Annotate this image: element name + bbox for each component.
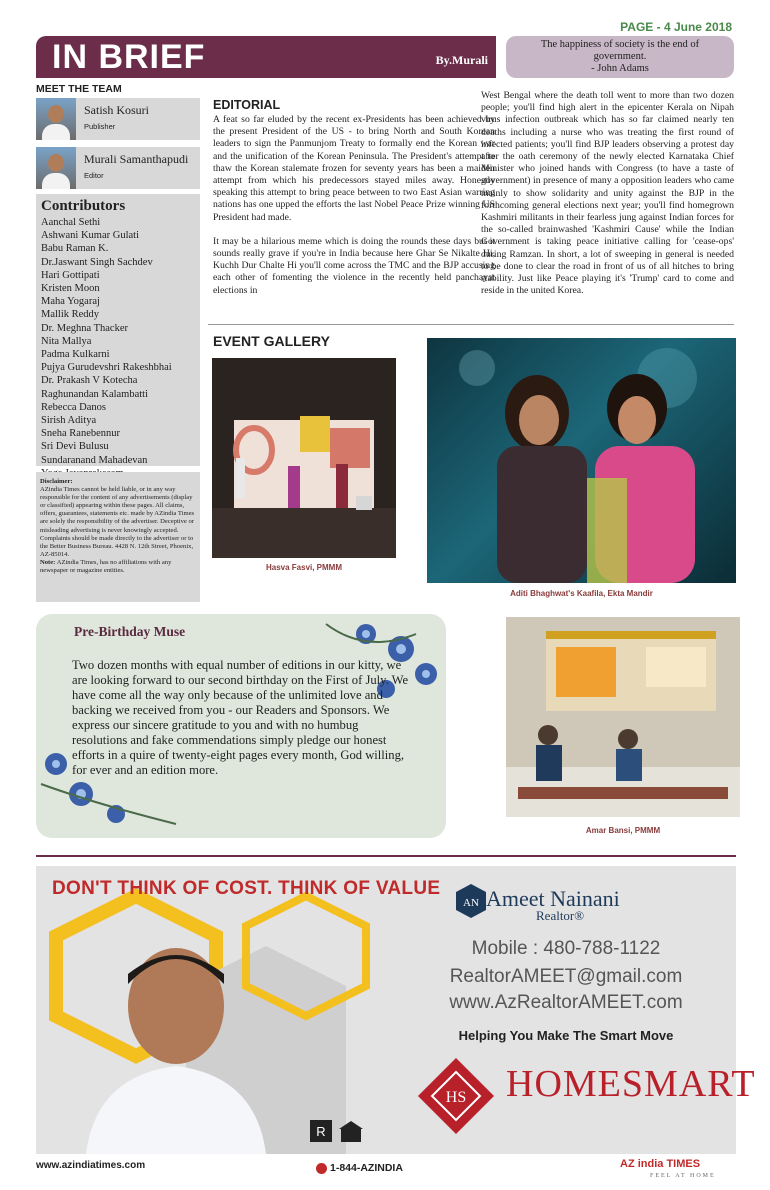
realtor-mobile[interactable]: Mobile : 480-788-1122 xyxy=(471,938,661,959)
svg-text:HS: HS xyxy=(445,1089,467,1106)
footer-logo-tagline: FEEL AT HOME xyxy=(650,1173,716,1179)
member-role: Editor xyxy=(84,171,104,180)
ad-headline: DON'T THINK OF COST. THINK OF VALUE xyxy=(52,878,441,899)
dancers-illustration xyxy=(427,338,736,583)
phone-icon xyxy=(316,1163,327,1174)
member-name: Satish Kosuri xyxy=(84,103,150,117)
contributor-name: Sundaranand Mahadevan xyxy=(41,454,148,466)
muse-title: Pre-Birthday Muse xyxy=(74,624,186,639)
divider xyxy=(208,324,734,325)
team-heading: MEET THE TEAM xyxy=(36,83,122,95)
disclaimer-title: Disclaimer: xyxy=(40,478,73,485)
disclaimer-body: AZindia Times cannot be held liable, or in any way responsible for the content of any advertisements (display or classified) appearing within these pages. All claims, offers, guarantees, statements etc. made by AZindia Times are solely the responsibility of the advertiser. Deceptive or misleading advertising is never knowingly accepted. Complaints should be made directly to the advertiser or to the Better Business Bureau. 4428 N. 12th Street, Phoenix, AZ-85014. xyxy=(40,486,195,558)
brand-home: HOME xyxy=(506,1063,622,1105)
realtor-logo-icon xyxy=(456,884,486,918)
section-title: IN BRIEF xyxy=(52,38,206,76)
realtor-name: Ameet Nainani xyxy=(486,886,620,911)
contributor-name: Kristen Moon xyxy=(41,283,100,295)
contributor-name: Ashwani Kumar Gulati xyxy=(41,230,139,242)
editorial-paragraph: A feat so far eluded by the recent ex-Presidents has been achieved by the present President of the US - to bring North and South Korean leaders to sign the Panmunjom Treaty to formally end the Korean war and the unification of the Korean Peninsula. The President's attempt to thaw the Korean stalemate frozen for seventy years has been a maiden attempt from which his predecessors stayed miles away. Honestly speaking this attempt to bring peace between to two East Asian warring nations has one upped the efforts the last Nobel Peace Prize winning US President had made. xyxy=(213,114,495,223)
contributor-name: Maha Yogaraj xyxy=(41,296,100,308)
photo-caption: Aditi Bhaghwat's Kaafila, Ekta Mandir xyxy=(510,589,653,598)
contributor-name: Raghunandan Kalambatti xyxy=(41,388,149,400)
contributor-name: Dr.Jaswant Singh Sachdev xyxy=(41,256,153,268)
svg-text:R: R xyxy=(316,1124,326,1139)
disclaimer-note-label: Note: xyxy=(40,558,56,566)
contributors-list xyxy=(41,216,195,480)
contributors-box xyxy=(36,194,200,466)
brand-smart: SMART xyxy=(621,1063,756,1105)
homesmart-logo-icon xyxy=(416,1056,496,1136)
contributor-name: Dr. Prakash V Kotecha xyxy=(41,375,138,387)
team-member xyxy=(36,147,200,189)
footer-logo: AZ india TIMES xyxy=(620,1158,701,1170)
muse-box xyxy=(36,614,446,838)
editorial-column-1 xyxy=(213,114,495,297)
editorial-column-2 xyxy=(481,90,734,297)
photo-caption: Hasva Fasvi, PMMM xyxy=(265,563,343,572)
editorial-paragraph: It may be a hilarious meme which is doing the rounds these days but it sounds really grave if you're in India because here Ghar Se Nikalte Hi, Kuchh Dur Chalte Hi you'll come across the TMC and the BJP accusing each other of fomenting the violence in the recently held panchayat elections in xyxy=(213,235,495,296)
concert-illustration xyxy=(506,617,740,817)
realtor-title: Realtor® xyxy=(536,908,585,923)
realtor-advertisement[interactable] xyxy=(36,866,756,1154)
quote-author: - John Adams xyxy=(591,63,649,74)
divider xyxy=(36,855,736,857)
event-photo-hasva-fasvi xyxy=(212,358,396,558)
quote-line-1: The happiness of society is the end of xyxy=(540,39,700,50)
byline: By.Murali xyxy=(435,53,488,67)
contributor-name: Mallik Reddy xyxy=(41,309,100,321)
disclaimer-box xyxy=(36,472,200,602)
disclaimer-note: AZindia Times, has no affiliations with any newspaper or magazine entities. xyxy=(40,558,172,575)
team-member xyxy=(36,98,200,140)
contributor-name: Babu Raman K. xyxy=(41,243,109,255)
realtor-equal-housing-icon xyxy=(308,1118,366,1144)
page-number: PAGE - 4 June 2018 xyxy=(620,20,732,34)
editorial-heading: EDITORIAL xyxy=(213,98,281,112)
stage-illustration xyxy=(212,358,396,558)
muse-body: Two dozen months with equal number of editions in our kitty, we are looking forward to our second birthday on the First of July. We have come all the way only because of the unlimited love and backing we received from you - our Readers and Sponsors. We express our sincere gratitude to you and with no humbug resolutions and fake commendations simply pledge our honest efforts in a quire of twenty-eight pages every month, God willing, for ever and an edition more. xyxy=(72,658,409,777)
member-role: Publisher xyxy=(84,122,116,131)
event-photo-kaafila xyxy=(427,338,736,583)
realtor-photo xyxy=(76,936,276,1154)
section-banner xyxy=(36,36,496,78)
photo-caption: Amar Bansi, PMMM xyxy=(585,826,661,835)
quote-line-2: government. xyxy=(593,51,647,62)
svg-text:AN: AN xyxy=(463,897,479,909)
contributor-name: Sri Devi Bulusu xyxy=(41,441,109,453)
contributor-name: Sneha Ranebennur xyxy=(41,428,121,440)
ad-tagline: Helping You Make The Smart Move xyxy=(458,1028,674,1043)
footer-website[interactable]: www.azindiatimes.com xyxy=(36,1160,146,1171)
editorial-paragraph: West Bengal where the death toll went to more than two dozen people; you'll find high alert in the epicenter Kerala on Nipah virus infection outbreak which has so far claimed nearly ten deaths including a nurse who was treating the first round of infected patients; you'll find BJP leaders observing a protest day after the oath ceremony of the newly elected Karnataka Chief Minister who joined hands with Congress (to have a taste of government) in presence of many a opposition leaders who came mainly to show solidarity and unity against the BJP in the forthcoming general elections next year; you'll find homegrown Kashmiri militants in their fearless jung against Indian forces for the so-called brainwashed 'Kashmiri Cause' while the Indian Government is taking peace initiative calling for 'cease-ops' during Ramzan. In short, a lot of sweeping in general is needed to be done to clear the road in front of us of all hitches to bring stability. Just like Peace playing it's 'Trump' card to come and reside in the united Korea. xyxy=(481,90,734,297)
contributors-heading: Contributors xyxy=(41,198,126,214)
realtor-email[interactable]: RealtorAMEET@gmail.com xyxy=(449,966,683,987)
realtor-website[interactable]: www.AzRealtorAMEET.com xyxy=(449,992,683,1013)
member-photo xyxy=(36,147,76,189)
contributor-name: Aanchal Sethi xyxy=(41,217,101,228)
contributor-name: Dr. Meghna Thacker xyxy=(41,322,128,334)
contributor-name: Sirish Aditya xyxy=(41,415,97,427)
member-name: Murali Samanthapudi xyxy=(84,152,189,166)
contributor-name: Pujya Gurudevshri Rakeshbhai xyxy=(41,362,172,374)
contributor-name: Rebecca Danos xyxy=(41,401,107,413)
contributor-name: Padma Kulkarni xyxy=(41,349,110,361)
quote-box xyxy=(506,36,734,78)
contributor-name: Nita Mallya xyxy=(41,335,92,347)
homesmart-wordmark xyxy=(506,1062,756,1106)
footer-phone[interactable]: 1-844-AZINDIA xyxy=(330,1162,403,1174)
contributor-name: Hari Gottipati xyxy=(41,269,100,281)
event-photo-amar-bansi xyxy=(506,617,740,817)
member-photo xyxy=(36,98,76,140)
gallery-heading: EVENT GALLERY xyxy=(213,333,330,349)
